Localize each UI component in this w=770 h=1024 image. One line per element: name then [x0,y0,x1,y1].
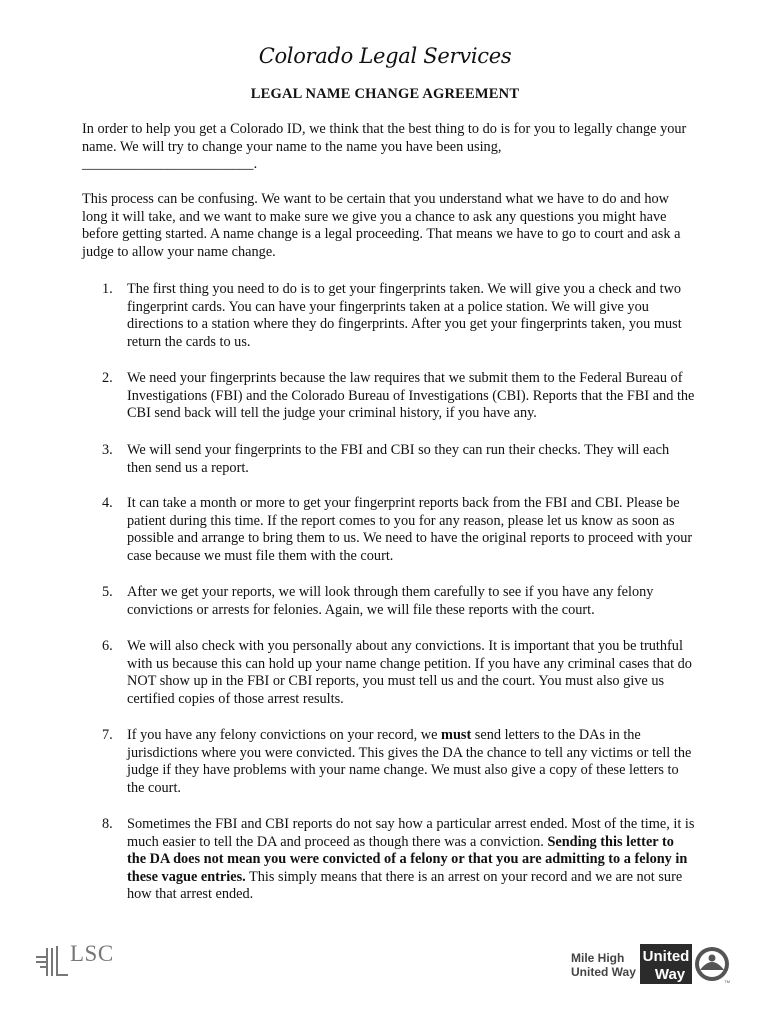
list-text [127,727,695,797]
org-title: Colorado Legal Services [258,44,512,68]
lsc-logo [36,941,126,978]
lsc-mark-icon [36,944,70,978]
list-text: The first thing you need to do is to get your fingerprints taken. We will give you a check and two fingerprint cards. You can have your fingerprints taken at a police station. We will give you directions to a station where they do fingerprints. After you get your fingerprints taken, you must return the cards to us. [127,281,682,350]
list-text: We will send your fingerprints to the FBI and CBI so they can run their checks. They will each then send us a report. [127,442,670,476]
intro-paragraph [82,121,692,174]
name-blank-line: ________________________. [82,156,258,173]
list-number: 2. [102,370,113,386]
list-text [127,816,695,904]
list-text: We will also check with you personally about any convictions. It is important that you be truthful with us because this can hold up your name change petition. If you have any criminal cases that do NOT show up in the FBI or CBI reports, you must tell us and the court. You must also give us certified copies of those arrest results. [127,638,692,707]
process-paragraph: This process can be confusing. We want to be certain that you understand what we have to do and how long it will take, and we want to make sure we give you a chance to ask any questions you might have before getting started. A name change is a legal proceeding. That means we have to go to court and ask a judge to allow your name change. [82,191,681,260]
intro-text: In order to help you get a Colorado ID, we think that the best thing to do is for you to legally change your name. We will try to change your name to the name you have been using, [82,121,687,155]
list-number: 6. [102,638,113,654]
list-text-part: This simply means that there is an arrest on your record and we are not sure how that arrest ended. [127,868,683,903]
badge-line1: United [642,948,690,965]
list-number: 5. [102,584,113,600]
list-text: After we get your reports, we will look through them carefully to see if you have any felony convictions or arrests for felonies. Again, we will file these reports with the court. [127,584,654,618]
united-way-line2: United Way [571,965,636,979]
list-text-part: Sometimes the FBI and CBI reports do not say how a particular arrest ended. Most of the time, it is much easier to tell the DA and proceed as though there was a conviction. [127,816,695,850]
united-way-wordmark [571,951,641,979]
emphasis-text: must [441,727,472,743]
lsc-label: LSC [70,941,114,966]
list-number: 4. [102,495,113,511]
emphasis-text: Sending this letter to the DA does not mean you were convicted of a felony or that you are admitting to a felony in these vague entries. [127,833,688,885]
list-text: We need your fingerprints because the law requires that we submit them to the Federal Bureau of Investigations (FBI) and the Colorado Bureau of Investigations (CBI). Reports that the FBI and the CBI send back will tell the judge your criminal history, if you have any. [127,370,695,422]
united-way-logo-icon [640,944,732,984]
list-number: 3. [102,442,113,458]
badge-trademark: TM [724,979,730,984]
list-text-part: If you have any felony convictions on your record, we [127,727,442,743]
list-number: 1. [102,281,113,297]
list-number: 8. [102,816,113,832]
united-way-line1: Mile High [571,951,625,965]
list-text: It can take a month or more to get your fingerprint reports back from the FBI and CBI. Please be patient during this time. If the report comes to you for any reason, please let us know as soon as possible and arrange to bring them to us. We need to have the original reports to proceed with your case because we must file them with the court. [127,495,693,564]
doc-title: LEGAL NAME CHANGE AGREEMENT [250,86,520,102]
badge-line2: Way [654,966,686,983]
list-number: 7. [102,727,113,743]
list-text-part: send letters to the DAs in the jurisdictions where you were convicted. This gives the DA the chance to tell any victims or tell the judge if they have problems with your name change. We must also give a copy of these letters to the court. [127,727,692,796]
